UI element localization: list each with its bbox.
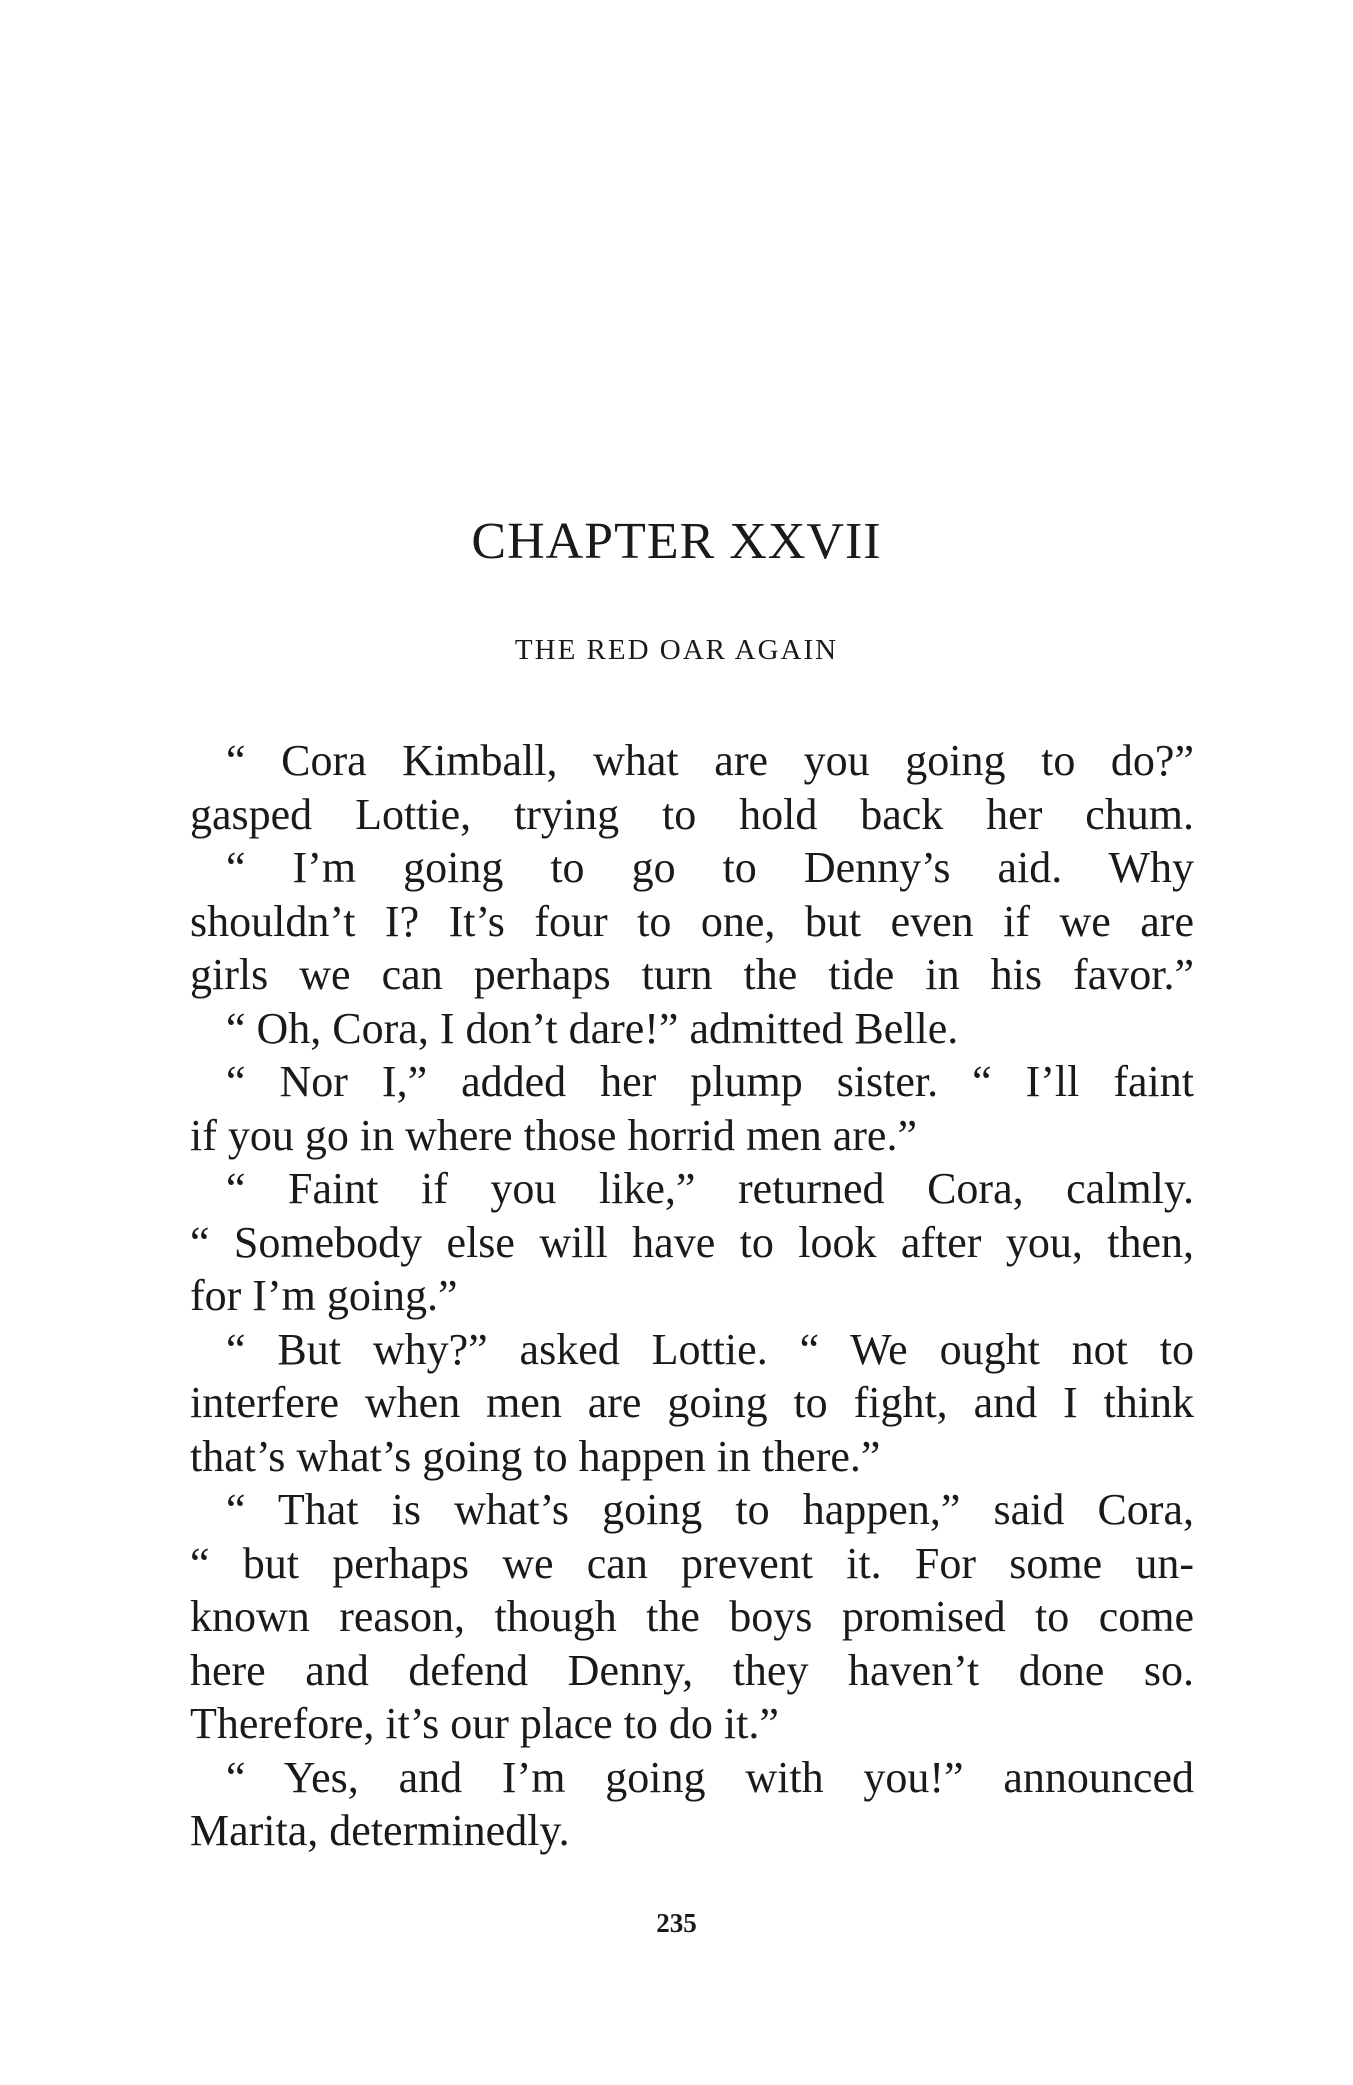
text-line: “ That is what’s going to happen,” said Cora, [226,1485,1194,1534]
text-line: if you go in where those horrid men are.” [190,1110,917,1160]
text-line: “ I’m going to go to Denny’s aid. Why [226,843,1194,892]
body-text [190,734,1194,1858]
text-line: Therefore, it’s our place to do it.” [190,1699,779,1748]
text-line: interfere when men are going to fight, and I think [190,1378,1194,1427]
text-line: Marita, determinedly. [190,1806,570,1855]
text-line: girls we can perhaps turn the tide in his favor.” [190,950,1194,999]
text-line: gasped Lottie, trying to hold back her chum. [190,789,1194,839]
text-line: for I’m going.” [190,1271,458,1320]
text-line: that’s what’s going to happen in there.” [190,1431,881,1481]
text-line: here and defend Denny, they haven’t done so. [190,1645,1194,1695]
chapter-title: THE RED OAR AGAIN [514,634,839,666]
text-line: “ But why?” asked Lottie. “ We ought not to [226,1324,1194,1374]
text-line: “ Oh, Cora, I don’t dare!” admitted Belle. [226,1003,959,1053]
text-line: “ but perhaps we can prevent it. For some un- [190,1538,1194,1588]
text-line: known reason, though the boys promised to come [190,1592,1194,1641]
chapter-number: CHAPTER XXVII [471,513,882,570]
text-line: “ Yes, and I’m going with you!” announced [226,1752,1194,1802]
text-line: “ Cora Kimball, what are you going to do?” [226,736,1194,785]
text-line: shouldn’t I? It’s four to one, but even if we are [190,896,1194,946]
text-line: “ Nor I,” added her plump sister. “ I’ll faint [226,1057,1194,1106]
text-line: “ Faint if you like,” returned Cora, calmly. [226,1164,1194,1213]
text-line: “ Somebody else will have to look after you, then, [190,1217,1194,1267]
page-number: 235 [656,1908,697,1938]
